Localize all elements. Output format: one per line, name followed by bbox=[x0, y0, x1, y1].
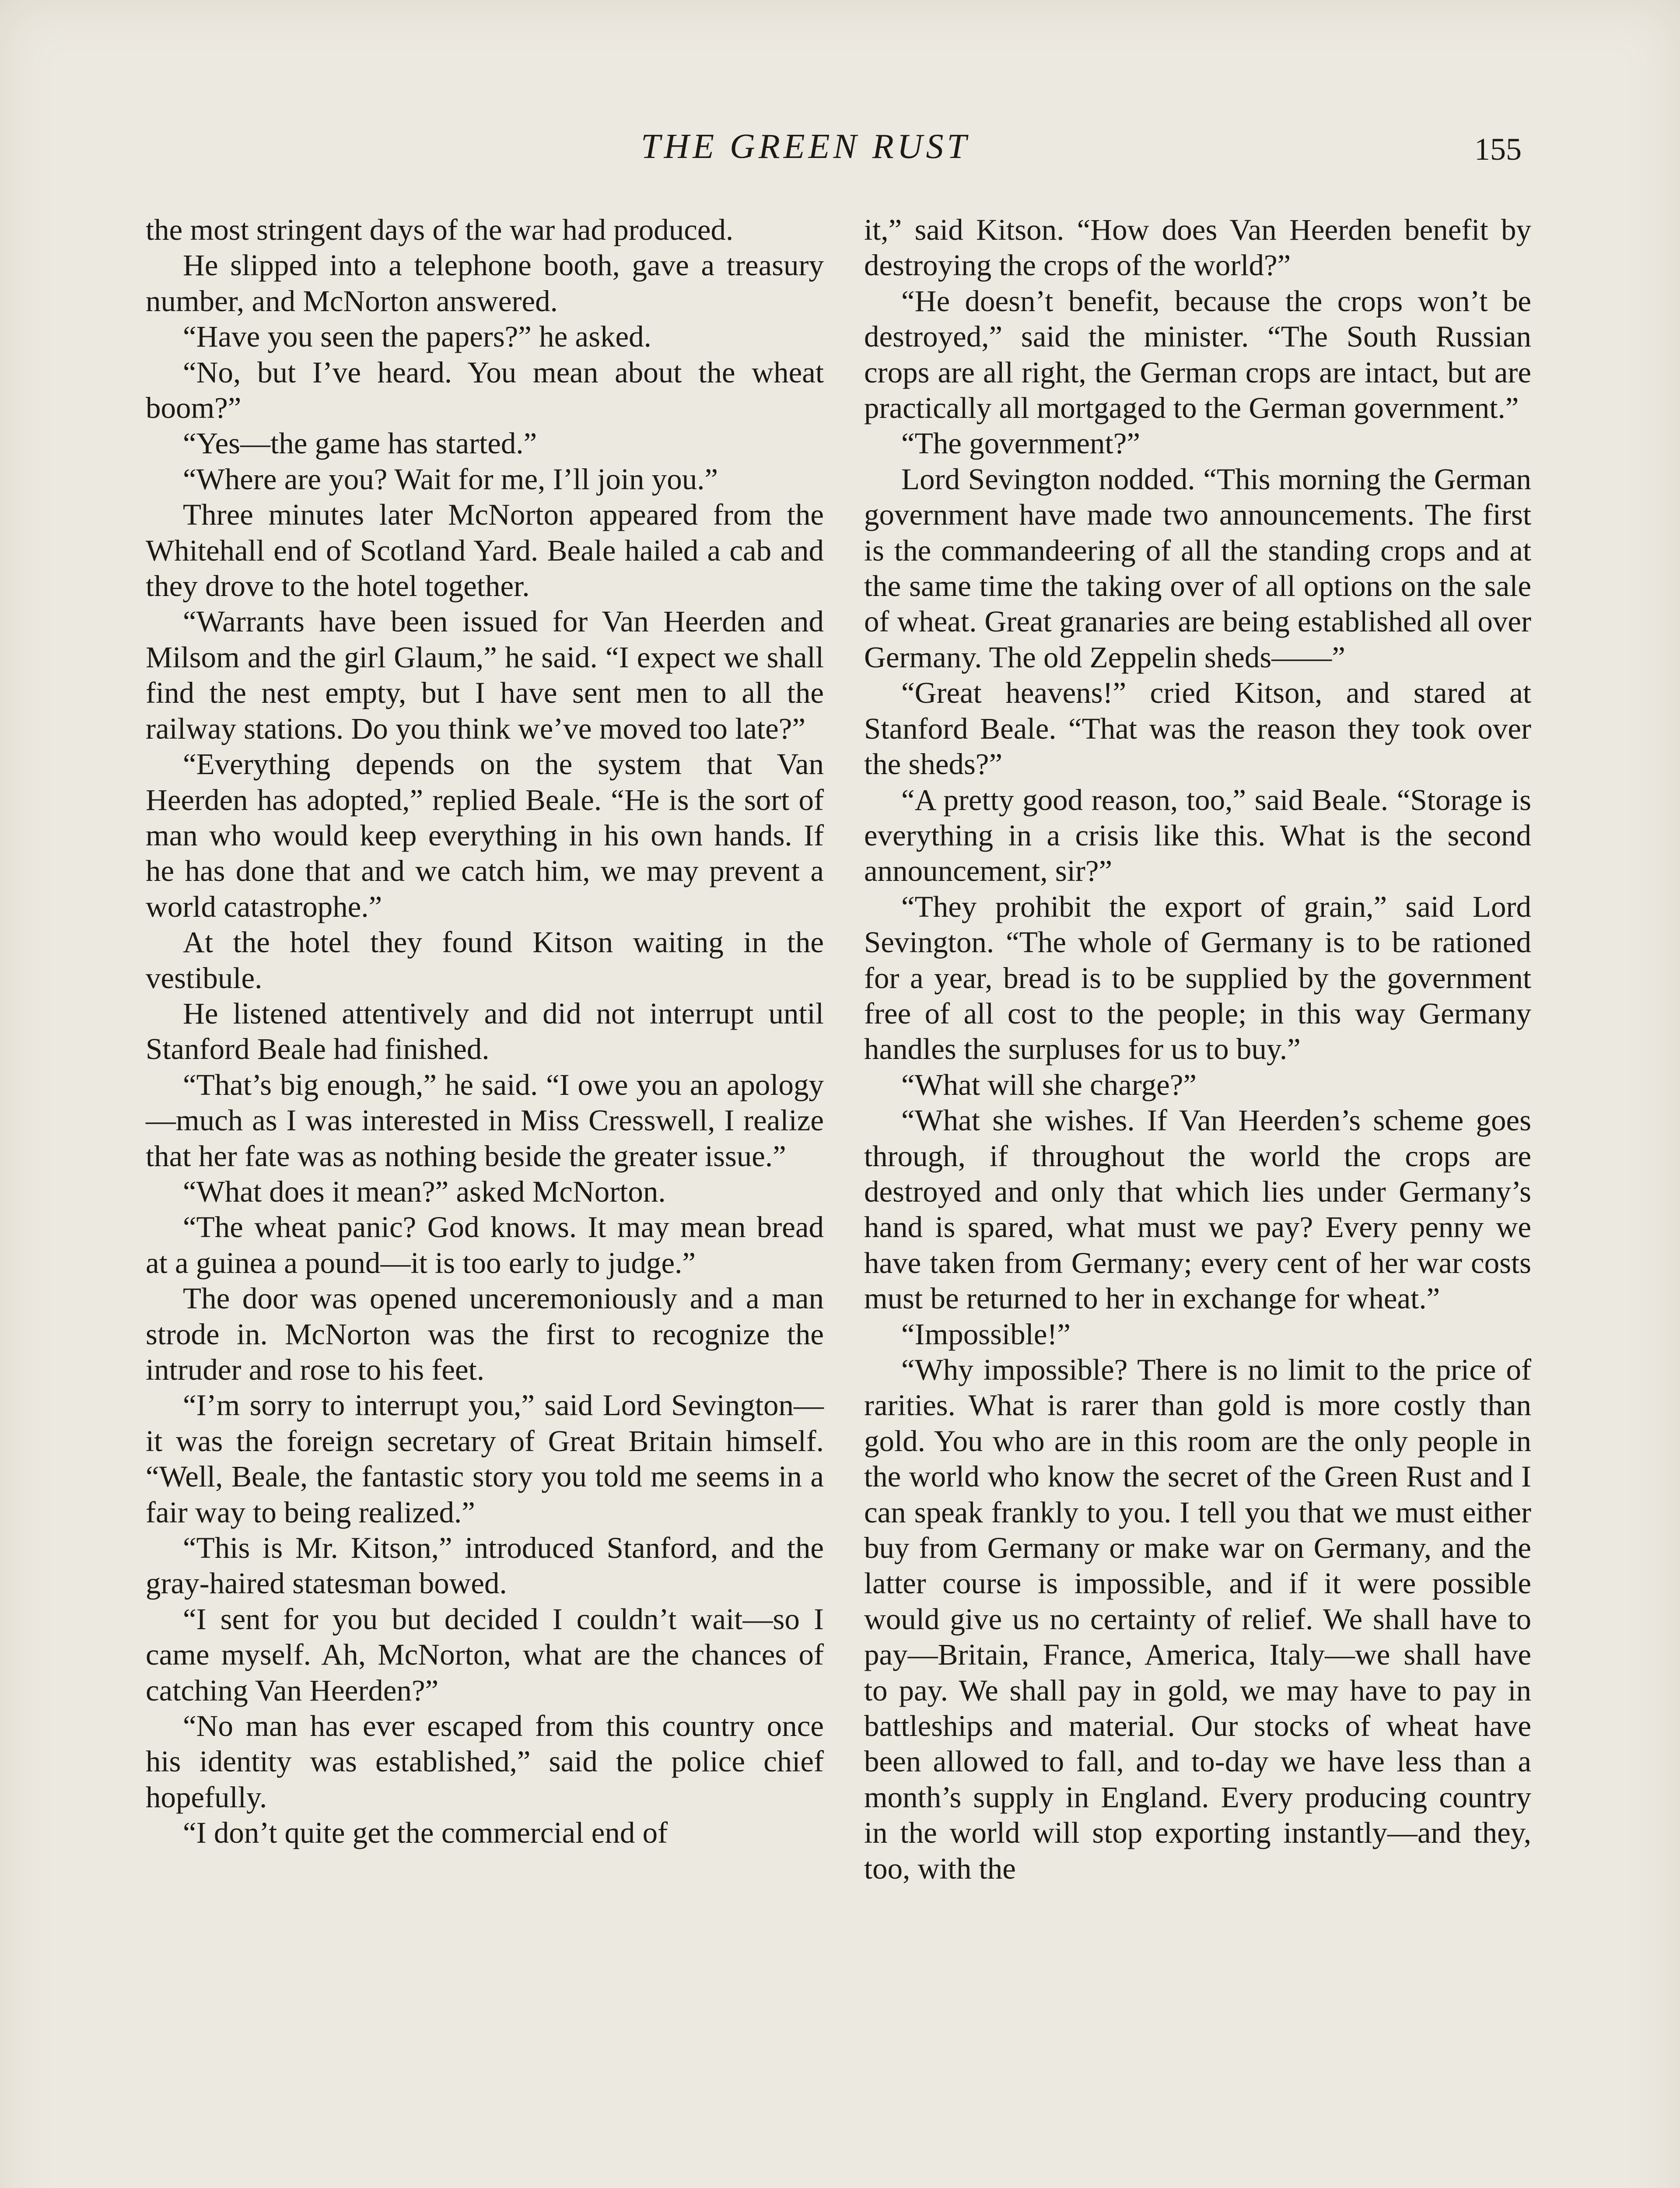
running-title: THE GREEN RUST bbox=[641, 127, 970, 166]
paragraph: “What she wishes. If Van Heerden’s scheme goes through, if throughout the world the crops are destroyed and only that which lies under Germany’s hand is spared, what must we pay? Every penny we have taken from Germany; every cent of her war costs must be returned to her in exchange for wheat.” bbox=[864, 1104, 1531, 1315]
paragraph: “Have you seen the papers?” he asked. bbox=[183, 320, 651, 354]
paragraph: “What will she charge?” bbox=[901, 1068, 1197, 1101]
paragraph: Lord Sevington nodded. “This morning the German government have made two announcements. The first is the commandeering of all the standing crops and at the same time the taking over of all options on the sale of wheat. Great granaries are being established all over Germany. The old Zeppelin sheds——” bbox=[864, 462, 1531, 674]
paragraph: “The government?” bbox=[901, 427, 1140, 460]
paragraph: “Yes—the game has started.” bbox=[183, 427, 537, 460]
paragraph: “I don’t quite get the commercial end of bbox=[183, 1816, 668, 1850]
page-number: 155 bbox=[1474, 132, 1522, 167]
paragraph: “I’m sorry to interrupt you,” said Lord Sevington—it was the foreign secretary of Great Britain himself. “Well, Beale, the fantastic story you told me seems in a fair way to being realized.” bbox=[146, 1389, 824, 1529]
paragraph: “Impossible!” bbox=[901, 1317, 1071, 1351]
paragraph: “What does it mean?” asked McNorton. bbox=[183, 1175, 666, 1208]
paragraph: it,” said Kitson. “How does Van Heerden benefit by destroying the crops of the world?” bbox=[864, 213, 1531, 282]
paragraph: At the hotel they found Kitson waiting in the vestibule. bbox=[146, 926, 824, 995]
paragraph: “Warrants have been issued for Van Heerden and Milsom and the girl Glaum,” he said. “I expect we shall find the nest empty, but I have sent men to all the railway stations. Do you think we’ve moved too late?” bbox=[146, 605, 824, 745]
paragraph: He slipped into a telephone booth, gave a treasury number, and McNorton answered. bbox=[146, 249, 824, 318]
paragraph: “This is Mr. Kitson,” introduced Stanford, and the gray-haired statesman bowed. bbox=[146, 1531, 824, 1600]
paragraph: “He doesn’t benefit, because the crops won’t be destroyed,” said the minister. “The South Russian crops are all right, the German crops are intact, but are practically all mortgaged to the German government.” bbox=[864, 284, 1531, 425]
paragraph: The door was opened unceremoniously and a man strode in. McNorton was the first to recognize the intruder and rose to his feet. bbox=[146, 1282, 824, 1386]
paragraph: “I sent for you but decided I couldn’t wait—so I came myself. Ah, McNorton, what are the chances of catching Van Heerden?” bbox=[146, 1602, 824, 1707]
paragraph: Three minutes later McNorton appeared from the Whitehall end of Scotland Yard. Beale hailed a cab and they drove to the hotel together. bbox=[146, 498, 824, 603]
paragraph: “They prohibit the export of grain,” said Lord Sevington. “The whole of Germany is to be rationed for a year, bread is to be supplied by the government free of all cost to the people; in this way Germany handles the surpluses for us to buy.” bbox=[864, 890, 1531, 1066]
paragraph: “Why impossible? There is no limit to the price of rarities. What is rarer than gold is more costly than gold. You who are in this room are the only people in the world who know the secret of the Green Rust and I can speak frankly to you. I tell you that we must either buy from Germany or make war on Germany, and the latter course is impossible, and if it were possible would give us no certainty of relief. We shall have to pay—Britain, France, America, Italy—we shall have to pay. We shall pay in gold, we may have to pay in battleships and material. Our stocks of wheat have been allowed to fall, and to-day we have less than a month’s supply in England. Every producing country in the world will stop exporting instantly—and they, too, with the bbox=[864, 1353, 1531, 1885]
paragraph: “That’s big enough,” he said. “I owe you an apology—much as I was interested in Miss Cresswell, I realize that her fate was as nothing beside the greater issue.” bbox=[146, 1068, 824, 1173]
paragraph: “No man has ever escaped from this country once his identity was established,” said the police chief hopefully. bbox=[146, 1709, 824, 1814]
paragraph: “The wheat panic? God knows. It may mean bread at a guinea a pound—it is too early to judge.” bbox=[146, 1210, 824, 1280]
paragraph: “Great heavens!” cried Kitson, and stared at Stanford Beale. “That was the reason they took over the sheds?” bbox=[864, 676, 1531, 781]
paragraph: the most stringent days of the war had produced. bbox=[146, 213, 734, 246]
left-text-column bbox=[146, 212, 824, 1851]
paragraph: He listened attentively and did not interrupt until Stanford Beale had finished. bbox=[146, 996, 824, 1066]
right-text-column bbox=[864, 212, 1531, 1886]
paragraph: “Everything depends on the system that Van Heerden has adopted,” replied Beale. “He is the sort of man who would keep everything in his own hands. If he has done that and we catch him, we may prevent a world catastrophe.” bbox=[146, 747, 824, 923]
paragraph: “Where are you? Wait for me, I’ll join you.” bbox=[183, 462, 718, 496]
paragraph: “A pretty good reason, too,” said Beale. “Storage is everything in a crisis like this. What is the second announcement, sir?” bbox=[864, 783, 1531, 888]
paragraph: “No, but I’ve heard. You mean about the wheat boom?” bbox=[146, 355, 824, 425]
